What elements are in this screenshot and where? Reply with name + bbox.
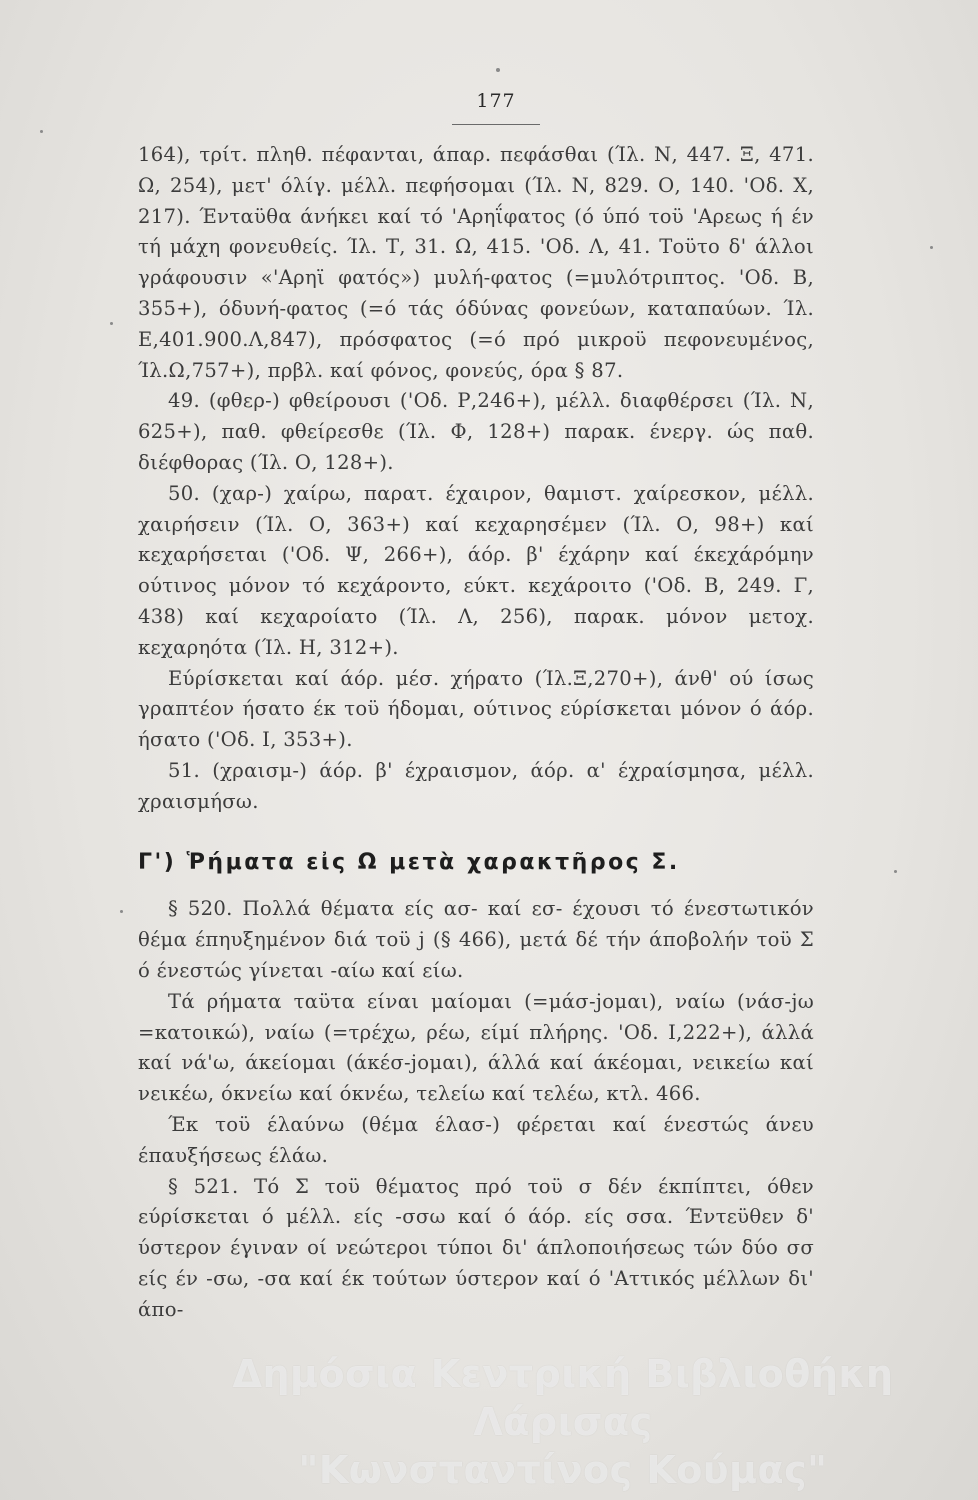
section-heading: Γ') Ῥήματα εἰς Ω μετὰ χαρακτῆρος Σ. <box>138 849 680 875</box>
paragraph: § 521. Τό Σ τοϋ θέματος πρό τοϋ σ δέν έκπίπτει, όθεν εύρίσκεται ό μέλλ. είς -σσω καί ό άόρ. είς σσα. Έντεϋθεν δ' ύστερον έγιναν οί νεώτεροι τύποι δι' άπλοποιήσεως τών δύο σσ είς έν -σω, -σα καί έκ τούτων ύστερον καί ό 'Αττικός μέλλων δι' άπο- <box>138 1174 814 1321</box>
scan-speck <box>894 870 897 873</box>
page-number: 177 <box>476 90 516 112</box>
paragraph: Εύρίσκεται καί άόρ. μέσ. χήρατο (Ίλ.Ξ,270+), άνθ' ού ίσως γραπτέον ήσατο έκ τοϋ ήδομαι, ούτινος εύρίσκεται μόνον ό άόρ. ήσατο ('Οδ. Ι, 353+). <box>138 666 814 752</box>
scan-speck <box>40 130 43 133</box>
watermark-line: "Κωνσταντίνος Κούμας" <box>298 1448 828 1492</box>
scan-speck <box>110 322 113 325</box>
paragraph: Τά ρήματα ταϋτα είναι μαίομαι (=μάσ-jομαι), ναίω (νάσ-jω =κατοικώ), ναίω (=τρέχω, ρέω, είμί πλήρης. 'Οδ. Ι,222+), άλλά καί νά'ω, άκείομαι (άκέσ-jομαι), άλλά καί άκέομαι, νεικείω καί νεικέω, όκνείω καί όκνέω, τελείω καί τελέω, κτλ. 466. <box>138 989 814 1106</box>
body-text <box>138 140 814 1325</box>
watermark-line: Δημόσια Κεντρική Βιβλιοθήκη Λάρισας <box>232 1352 894 1444</box>
paragraph: 51. (χραισμ-) άόρ. β' έχραισμον, άόρ. α' έχραίσμησα, μέλλ. χραισμήσω. <box>138 758 814 813</box>
scan-speck <box>120 910 123 913</box>
paragraph: 164), τρίτ. πληθ. πέφανται, άπαρ. πεφάσθαι (Ίλ. Ν, 447. Ξ, 471. Ω, 254), μετ' όλίγ. μέλλ. πεφήσομαι (Ίλ. Ν, 829. Ο, 140. 'Οδ. Χ, 217). Ένταϋθα άνήκει καί τό 'Αρηΐφατος (ό ύπό τοϋ 'Αρεως ή έν τή μάχη φονευθείς. Ίλ. Τ, 31. Ω, 415. 'Οδ. Λ, 41. Τοϋτο δ' άλλοι γράφουσιν «'Αρηϊ φατός») μυλή-φατος (=μυλότριπτος. 'Οδ. Β, 355+), όδυνή-φατος (=ό τάς όδύνας φονεύων, καταπαύων. Ίλ. Ε,401.900.Λ,847), πρόσφατος (=ό πρό μικροϋ πεφονευμένος, Ίλ.Ω,757+), πρβλ. καί φόνος, φονεύς, όρα § 87. <box>138 143 814 382</box>
paragraph: Έκ τοϋ έλαύνω (θέμα έλασ-) φέρεται καί ένεστώς άνευ έπαυξήσεως έλάω. <box>138 1112 814 1167</box>
scan-speck <box>930 246 933 249</box>
paragraph: § 520. Πολλά θέματα είς ασ- καί εσ- έχουσι τό ένεστωτικόν θέμα έπηυξημένον διά τοϋ j (§ 466), μετά δέ τήν άποβολήν τοϋ Σ ό ένεστώς γίνεται -αίω καί είω. <box>138 897 814 982</box>
paragraph: 50. (χαρ-) χαίρω, παρατ. έχαιρον, θαμιστ. χαίρεσκον, μέλλ. χαιρήσειν (Ίλ. Ο, 363+) καί κεχαρησέμεν (Ίλ. Ο, 98+) καί κεχαρήσεται ('Οδ. Ψ, 266+), άόρ. β' έχάρην καί έκεχάρόμην ούτινος μόνον τό κεχάροντο, εύκτ. κεχάροιτο ('Οδ. Β, 249. Γ, 438) καί κεχαροίατο (Ίλ. Λ, 256), παρακ. μόνον μετοχ. κεχαρηότα (Ίλ. Η, 312+). <box>138 481 814 659</box>
paragraph: 49. (φθερ-) φθείρουσι ('Οδ. Ρ,246+), μέλλ. διαφθέρσει (Ίλ. Ν, 625+), παθ. φθείρεσθε (Ίλ. Φ, 128+) παρακ. ένεργ. ώς παθ. διέφθορας (Ίλ. Ο, 128+). <box>138 389 814 474</box>
library-watermark <box>218 1350 908 1494</box>
header-rule <box>452 124 540 125</box>
scan-speck <box>496 68 500 72</box>
